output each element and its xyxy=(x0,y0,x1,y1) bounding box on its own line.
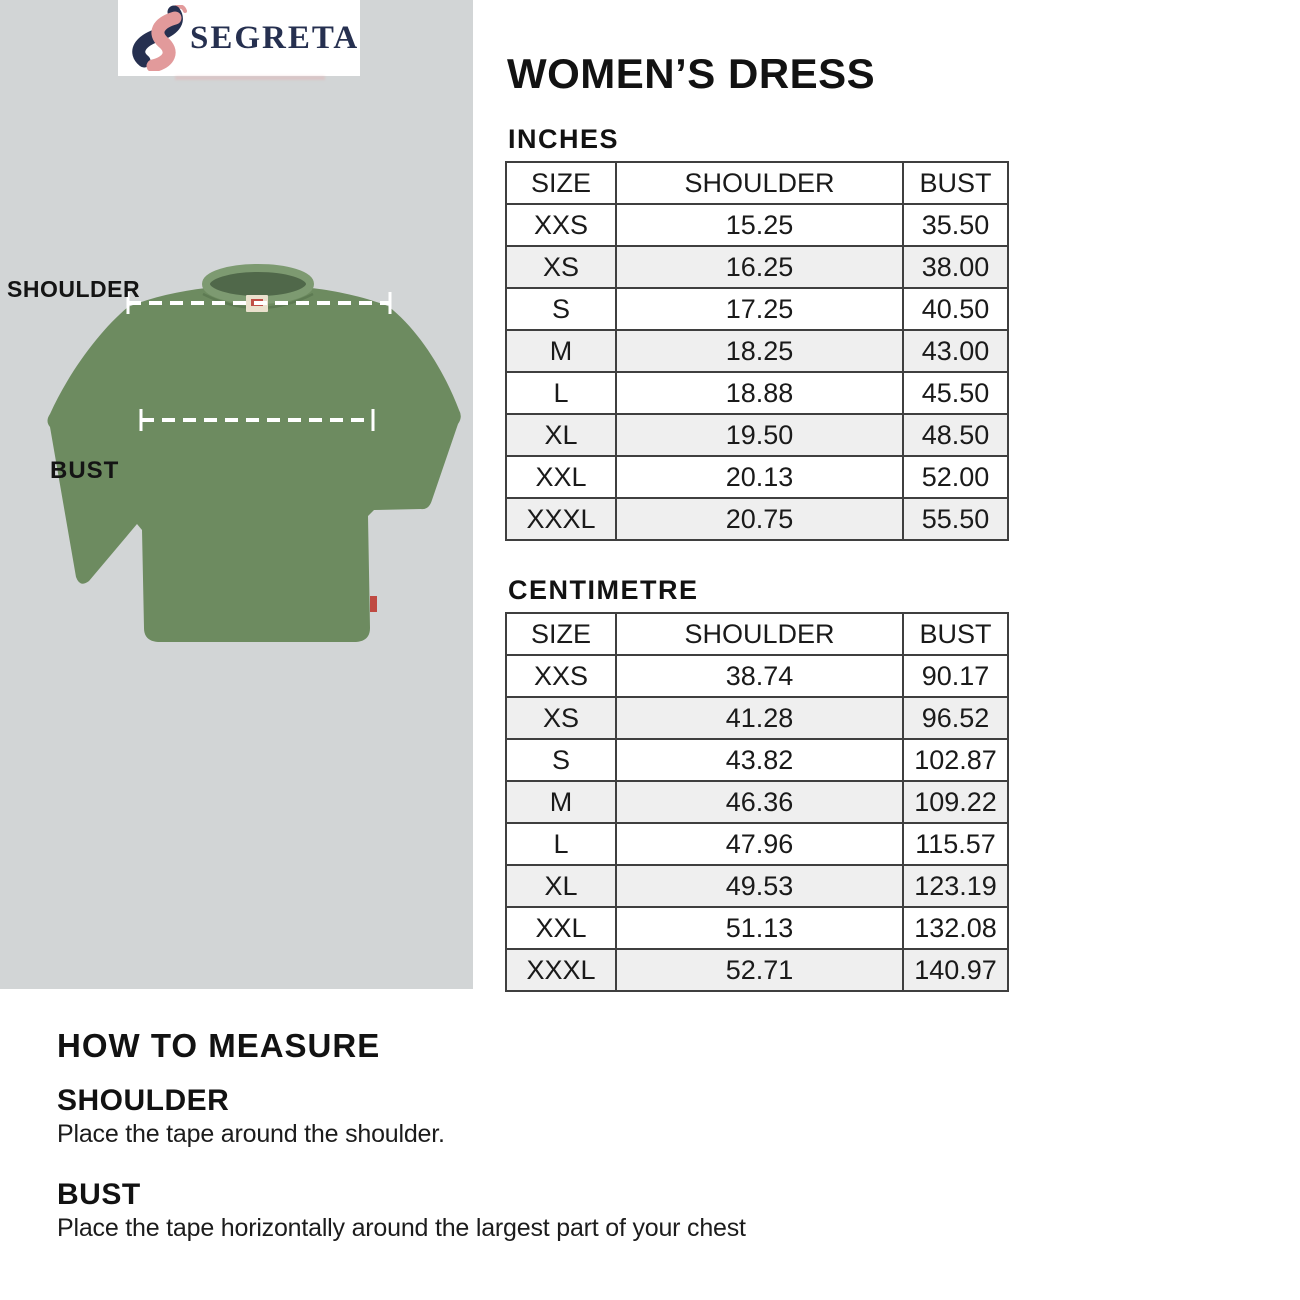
table-cell: 17.25 xyxy=(616,288,903,330)
table-row xyxy=(506,865,1008,907)
table-cell: 18.88 xyxy=(616,372,903,414)
table-row xyxy=(506,246,1008,288)
table-cell: 49.53 xyxy=(616,865,903,907)
table-cell: 48.50 xyxy=(903,414,1008,456)
table-cell: XS xyxy=(506,246,616,288)
table-cell: 109.22 xyxy=(903,781,1008,823)
table-row xyxy=(506,456,1008,498)
table-row xyxy=(506,414,1008,456)
table-cell: XS xyxy=(506,697,616,739)
table-cell: 47.96 xyxy=(616,823,903,865)
table-cell: 102.87 xyxy=(903,739,1008,781)
inches-section-label: INCHES xyxy=(508,124,620,154)
table-cell: 51.13 xyxy=(616,907,903,949)
measure-term: BUST xyxy=(57,1178,141,1211)
table-row xyxy=(506,907,1008,949)
table-row xyxy=(506,739,1008,781)
centimetre-size-table xyxy=(505,612,1009,992)
tshirt-body xyxy=(48,268,461,642)
table-cell: 140.97 xyxy=(903,949,1008,991)
table-cell: XXL xyxy=(506,456,616,498)
column-header: SIZE xyxy=(506,162,616,204)
column-header: SIZE xyxy=(506,613,616,655)
inches-size-table xyxy=(505,161,1009,541)
table-cell: XL xyxy=(506,865,616,907)
table-row xyxy=(506,498,1008,540)
table-cell: 46.36 xyxy=(616,781,903,823)
column-header: SHOULDER xyxy=(616,162,903,204)
table-row xyxy=(506,655,1008,697)
column-header: BUST xyxy=(903,613,1008,655)
table-cell: 96.52 xyxy=(903,697,1008,739)
table-cell: 55.50 xyxy=(903,498,1008,540)
column-header: SHOULDER xyxy=(616,613,903,655)
table-row xyxy=(506,781,1008,823)
column-header: BUST xyxy=(903,162,1008,204)
table-cell: 45.50 xyxy=(903,372,1008,414)
table-cell: 52.71 xyxy=(616,949,903,991)
table-cell: 18.25 xyxy=(616,330,903,372)
table-cell: 15.25 xyxy=(616,204,903,246)
table-cell: 40.50 xyxy=(903,288,1008,330)
table-cell: XXXL xyxy=(506,498,616,540)
table-cell: 115.57 xyxy=(903,823,1008,865)
measure-instruction: Place the tape horizontally around the largest part of your chest xyxy=(57,1214,746,1242)
table-row xyxy=(506,204,1008,246)
table-cell: 19.50 xyxy=(616,414,903,456)
table-cell: 43.82 xyxy=(616,739,903,781)
measure-instruction: Place the tape around the shoulder. xyxy=(57,1120,445,1148)
table-cell: 43.00 xyxy=(903,330,1008,372)
bust-diagram-label: BUST xyxy=(50,457,120,484)
centimetre-section-label: CENTIMETRE xyxy=(508,575,699,605)
table-cell: XL xyxy=(506,414,616,456)
shoulder-diagram-label: SHOULDER xyxy=(7,276,141,302)
table-cell: S xyxy=(506,739,616,781)
table-cell: 20.75 xyxy=(616,498,903,540)
table-cell: L xyxy=(506,823,616,865)
table-row xyxy=(506,330,1008,372)
table-cell: XXXL xyxy=(506,949,616,991)
tshirt-hem-tag xyxy=(370,596,377,612)
table-cell: XXS xyxy=(506,655,616,697)
table-cell: 35.50 xyxy=(903,204,1008,246)
table-row xyxy=(506,288,1008,330)
tshirt-diagram xyxy=(0,0,473,989)
table-cell: 16.25 xyxy=(616,246,903,288)
table-row xyxy=(506,697,1008,739)
table-row xyxy=(506,949,1008,991)
table-header-row xyxy=(506,613,1008,655)
table-row xyxy=(506,823,1008,865)
table-cell: 52.00 xyxy=(903,456,1008,498)
table-cell: 38.74 xyxy=(616,655,903,697)
how-to-measure-section xyxy=(57,1026,957,1243)
table-cell: XXS xyxy=(506,204,616,246)
how-to-measure-items xyxy=(57,1083,957,1243)
table-header-row xyxy=(506,162,1008,204)
table-cell: 132.08 xyxy=(903,907,1008,949)
diagram-panel xyxy=(0,0,473,989)
measure-term: SHOULDER xyxy=(57,1084,230,1117)
brand-name: SEGRETA xyxy=(190,19,360,56)
page-title: WOMEN’S DRESS xyxy=(507,50,876,97)
table-cell: 38.00 xyxy=(903,246,1008,288)
table-cell: XXL xyxy=(506,907,616,949)
table-cell: 20.13 xyxy=(616,456,903,498)
table-cell: S xyxy=(506,288,616,330)
table-cell: 123.19 xyxy=(903,865,1008,907)
table-row xyxy=(506,372,1008,414)
table-cell: L xyxy=(506,372,616,414)
how-to-measure-heading: HOW TO MEASURE xyxy=(57,1027,381,1064)
table-cell: 90.17 xyxy=(903,655,1008,697)
table-cell: M xyxy=(506,781,616,823)
table-cell: M xyxy=(506,330,616,372)
table-cell: 41.28 xyxy=(616,697,903,739)
